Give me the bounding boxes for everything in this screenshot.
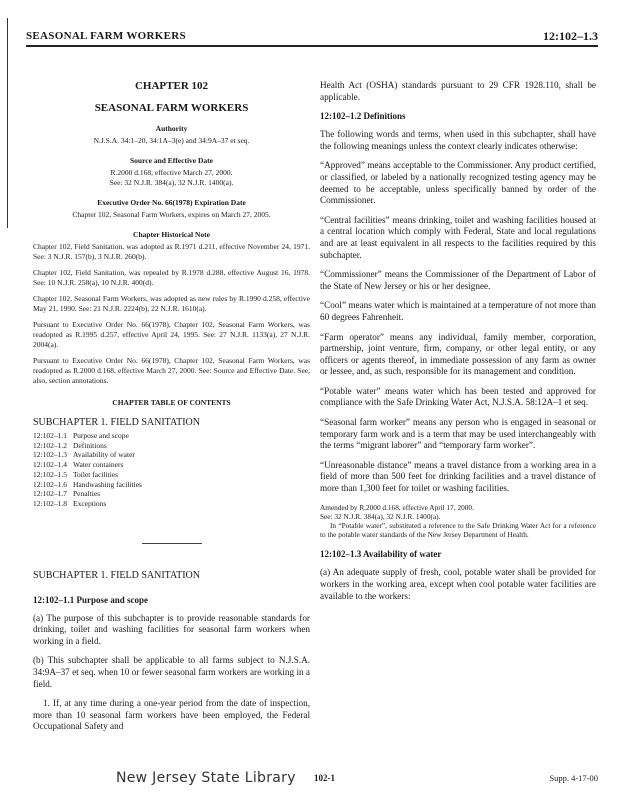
- toc-item-number: 12:102–1.1: [33, 431, 67, 440]
- header-section-number: 12:102–1.3: [543, 29, 598, 43]
- toc-item-title: Definitions: [73, 440, 107, 450]
- running-header: [26, 28, 598, 46]
- subchapter-title: SUBCHAPTER 1. FIELD SANITATION: [33, 569, 200, 581]
- toc-item[interactable]: [33, 499, 310, 509]
- toc-item[interactable]: [33, 470, 310, 480]
- toc-list: [33, 431, 310, 509]
- toc-item-number: 12:102–1.2: [33, 440, 67, 450]
- toc-item[interactable]: [33, 441, 310, 451]
- toc-item[interactable]: [33, 431, 310, 441]
- section-heading-water: 12:102–1.3 Availability of water: [320, 549, 442, 560]
- definition-farm-operator: “Farm operator” means any individual, family member, corporation, partnership, joint venture, firm, company, or other legal entity, or any officers or agents thereof, in immediate possession of any farm as owner or lessee, and, as such, responsible for its management and condition.: [320, 331, 596, 377]
- authority-text: N.J.S.A. 34:1–20, 34:1A–3(e) and 34:9A–37 et seq.: [93, 136, 250, 145]
- exec-order-heading: Executive Order No. 66(1978) Expiration Date: [97, 198, 246, 207]
- paragraph-water-a: (a) An adequate supply of fresh, cool, potable water shall be provided for workers in the working area, except when cool potable water facilities are available to the workers:: [320, 567, 596, 601]
- header-title: SEASONAL FARM WORKERS: [26, 30, 186, 42]
- section-heading-purpose: 12:102–1.1 Purpose and scope: [33, 594, 149, 605]
- toc-heading: CHAPTER TABLE OF CONTENTS: [112, 398, 231, 407]
- amendment-note-line: Amended by R.2000 d.168, effective April 17, 2000.: [320, 502, 474, 512]
- source-line-2: See: 32 N.J.R. 384(a), 32 N.J.R. 1400(a).: [109, 178, 234, 187]
- toc-subchapter: SUBCHAPTER 1. FIELD SANITATION: [33, 417, 200, 428]
- historical-note-paragraph: Pursuant to Executive Order No. 66(1978), Chapter 102, Seasonal Farm Workers, was readopted as R.2000 d.168, effective March 27, 2000. See: Source and Effective Date. See, also, section annotations.: [33, 356, 310, 385]
- historical-note-paragraph: Chapter 102, Field Sanitation, was adopted as R.1971 d.211, effective November 24, 1971. See: 3 N.J.R. 157(b), 3 N.J.R. 260(b).: [33, 242, 310, 261]
- toc-item-number: 12:102–1.6: [33, 479, 67, 489]
- header-rule: [26, 45, 598, 47]
- page-number: 102-1: [314, 773, 335, 783]
- toc-item-title: Exceptions: [73, 498, 107, 508]
- section-divider: [142, 543, 202, 544]
- toc-item[interactable]: [33, 460, 310, 470]
- toc-item-title: Penalties: [73, 489, 101, 499]
- section-heading-definitions: 12:102–1.2 Definitions: [320, 111, 406, 122]
- definition-approved: “Approved” means acceptable to the Commissioner. Any product certified, or classified, or labeled by a nationally recognized testing agency may be deemed to be acceptable, unless specifically banned by order of the Commissioner.: [320, 160, 596, 206]
- supplement-date: Supp. 4-17-00: [549, 773, 598, 783]
- right-column: [320, 80, 596, 610]
- toc-item-number: 12:102–1.8: [33, 498, 67, 508]
- definition-seasonal-farm-worker: “Seasonal farm worker” means any person who is engaged in seasonal or temporary farm work and is a term that may be used interchangeably with the terms “migrant laborer” and “temporary farm worker”.: [320, 417, 596, 451]
- paragraph-b: (b) This subchapter shall be applicable to all farms subject to N.J.S.A. 34:9A–37 et seq. when 10 or fewer seasonal farm workers are working in a field.: [33, 655, 310, 689]
- historical-note-paragraph: Pursuant to Executive Order No. 66(1978), Chapter 102, Seasonal Farm Workers, was readopted as R.1995 d.257, effective April 24, 1995. See: 27 N.J.R. 1133(a), 27 N.J.R. 2004(a).: [33, 320, 310, 349]
- toc-item[interactable]: [33, 450, 310, 460]
- toc-item-number: 12:102–1.3: [33, 450, 67, 460]
- amendment-note-line: See: 32 N.J.R. 384(a), 32 N.J.R. 1400(a).: [320, 511, 441, 521]
- toc-item-title: Purpose and scope: [73, 431, 129, 440]
- paragraph-a: (a) The purpose of this subchapter is to provide reasonable standards for drinking, toilet and washing facilities for seasonal farm workers when working in a field.: [33, 612, 310, 646]
- toc-item-number: 12:102–1.4: [33, 460, 67, 470]
- exec-order-text: Chapter 102, Seasonal Farm Workers, expires on March 27, 2005.: [72, 210, 271, 219]
- paragraph-b-1: 1. If, at any time during a one-year period from the date of inspection, more than 10 seasonal farm workers have been employed, the Federal Occupational Safety and: [33, 698, 310, 732]
- historical-note: [33, 242, 310, 386]
- page-footer: [26, 770, 598, 790]
- chapter-name: SEASONAL FARM WORKERS: [94, 102, 249, 114]
- left-column: [33, 80, 310, 741]
- definition-central-facilities: “Central facilities” means drinking, toilet and washing facilities housed at a central location which comply with Federal, State and local regulations and are at least equivalent in all respects to the facilities required by this subchapter.: [320, 214, 596, 260]
- historical-note-paragraph: Chapter 102, Seasonal Farm Workers, was adopted as new rules by R.1990 d.258, effective May 21, 1990. See: 21 N.J.R. 2224(b), 22 N.J.R. 1610(a).: [33, 294, 310, 313]
- historical-note-heading: Chapter Historical Note: [133, 230, 210, 239]
- toc-item[interactable]: [33, 489, 310, 499]
- binding-margin-rule: [7, 18, 8, 228]
- toc-item-number: 12:102–1.5: [33, 469, 67, 479]
- toc-item-title: Availability of water: [73, 450, 135, 460]
- toc-item[interactable]: [33, 480, 310, 490]
- amendment-note-line: In “Potable water”, substituted a reference to the Safe Drinking Water Act for a reference to the potable water standards of the New Jersey Department of Health.: [320, 521, 596, 540]
- paragraph-continued: Health Act (OSHA) standards pursuant to 29 CFR 1928.110, shall be applicable.: [320, 80, 596, 102]
- definition-commissioner: “Commissioner” means the Commissioner of the Department of Labor of the State of New Jersey or his or her designee.: [320, 269, 596, 291]
- toc-item-number: 12:102–1.7: [33, 489, 67, 499]
- library-stamp: New Jersey State Library: [116, 770, 296, 786]
- source-heading: Source and Effective Date: [130, 156, 213, 165]
- toc-item-title: Toilet facilities: [73, 469, 119, 479]
- definition-cool: “Cool” means water which is maintained at a temperature of not more than 60 degrees Fahrenheit.: [320, 300, 596, 322]
- source-line-1: R.2000 d.168, effective March 27, 2000.: [110, 168, 233, 177]
- toc-item-title: Handwashing facilities: [73, 479, 142, 489]
- definition-potable-water: “Potable water” means water which has been tested and approved for compliance with the Safe Drinking Water Act, N.J.S.A. 58:12A–1 et seq.: [320, 385, 596, 408]
- definitions-intro: The following words and terms, when used in this subchapter, shall have the following meanings unless the context clearly indicates otherwise:: [320, 129, 596, 151]
- amendment-note: [320, 503, 596, 540]
- definition-unreasonable-distance: “Unreasonable distance” means a travel distance from a working area in a field of more than 500 feet for drinking facilities and a travel distance of more than 1,300 feet for toilet or washing facilities.: [320, 459, 596, 494]
- historical-note-paragraph: Chapter 102, Field Sanitation, was repealed by R.1978 d.288, effective August 16, 1978. See: 10 N.J.R. 258(a), 10 N.J.R. 400(d).: [33, 268, 310, 287]
- authority-heading: Authority: [155, 124, 188, 133]
- toc-item-title: Water containers: [73, 460, 124, 470]
- chapter-number: CHAPTER 102: [134, 80, 209, 92]
